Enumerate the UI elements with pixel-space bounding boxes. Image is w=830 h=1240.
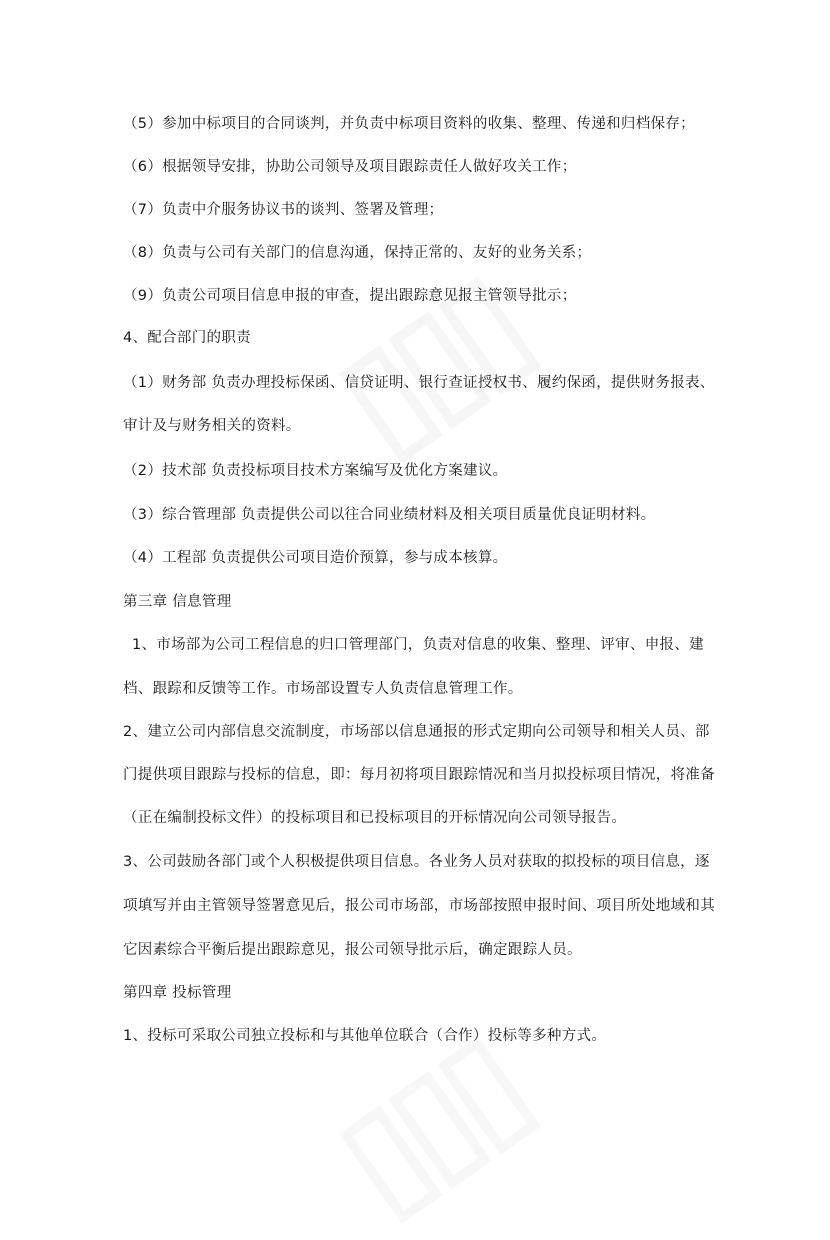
text-line-10: （3）综合管理部 负责提供公司以往合同业绩材料及相关项目质量优良证明材料。 [123, 507, 656, 523]
text-line-14: 档、跟踪和反馈等工作。市场部设置专人负责信息管理工作。 [123, 681, 523, 697]
text-line-2: （6）根据领导安排，协助公司领导及项目跟踪责任人做好攻关工作； [123, 159, 577, 175]
text-line-22: 1、投标可采取公司独立投标和与其他单位联合（合作）投标等多种方式。 [123, 1028, 607, 1044]
text-line-5: （9）负责公司项目信息申报的审查，提出跟踪意见报主管领导批示； [123, 288, 577, 304]
text-line-9: （2）技术部 负责投标项目技术方案编写及优化方案建议。 [123, 463, 508, 479]
text-line-11: （4）工程部 负责提供公司项目造价预算，参与成本核算。 [123, 550, 508, 566]
text-line-18: 3、公司鼓励各部门或个人积极提供项目信息。各业务人员对获取的拟投标的项目信息，逐 [123, 854, 710, 870]
text-line-20: 它因素综合平衡后提出跟踪意见，报公司领导批示后，确定跟踪人员。 [123, 942, 582, 958]
text-line-19: 项填写并由主管领导签署意见后，报公司市场部，市场部按照申报时间、项目所处地域和其 [123, 898, 715, 914]
text-line-16: 门提供项目跟踪与投标的信息，即：每月初将项目跟踪情况和当月拟投标项目情况，将准备 [123, 767, 715, 783]
chapter-heading-3: 第三章 信息管理 [123, 594, 232, 610]
text-line-7: （1）财务部 负责办理投标保函、信贷证明、银行查证授权书、履约保函，提供财务报表、 [123, 375, 715, 391]
text-line-15: 2、建立公司内部信息交流制度，市场部以信息通报的形式定期向公司领导和相关人员、部 [123, 724, 710, 740]
text-line-4: （8）负责与公司有关部门的信息沟通，保持正常的、友好的业务关系； [123, 245, 592, 261]
text-line-1: （5）参加中标项目的合同谈判，并负责中标项目资料的收集、整理、传递和归档保存； [123, 116, 695, 132]
chapter-heading-4: 第四章 投标管理 [123, 985, 232, 1001]
text-line-8: 审计及与财务相关的资料。 [123, 418, 301, 434]
text-line-3: （7）负责中介服务协议书的谈判、签署及管理； [123, 202, 444, 218]
text-line-17: （正在编制投标文件）的投标项目和已投标项目的开标情况向公司领导报告。 [123, 810, 627, 826]
section-heading-4: 4、配合部门的职责 [123, 330, 251, 346]
text-line-13: 1、市场部为公司工程信息的归口管理部门，负责对信息的收集、整理、评审、申报、建 [132, 637, 704, 653]
